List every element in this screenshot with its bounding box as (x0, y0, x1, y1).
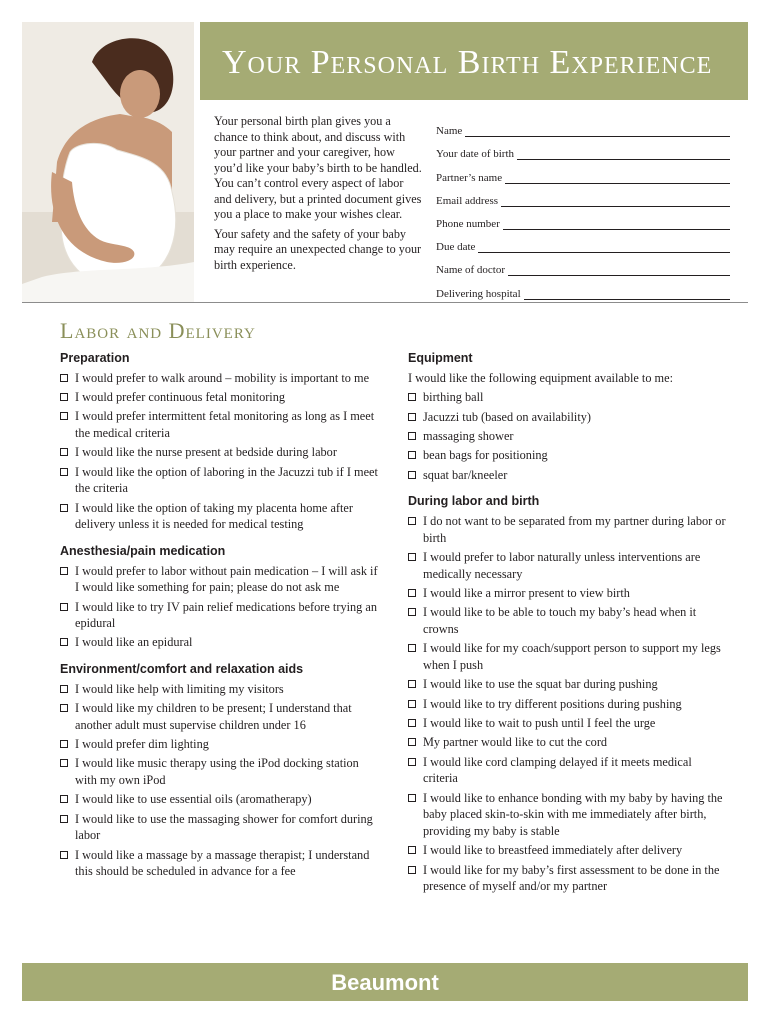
photo-illustration (22, 22, 194, 302)
field-label: Email address (436, 194, 499, 207)
checklist-item[interactable] (408, 409, 728, 426)
checkbox[interactable] (408, 866, 416, 874)
checkbox[interactable] (408, 719, 416, 727)
field-line[interactable] (508, 265, 730, 276)
checkbox[interactable] (60, 504, 68, 512)
checklist-item[interactable] (60, 811, 378, 844)
item-label: I would like music therapy using the iPod docking station with my own iPod (75, 756, 359, 788)
checkbox[interactable] (408, 644, 416, 652)
item-label: I would like an epidural (75, 635, 193, 650)
checkbox[interactable] (408, 393, 416, 401)
checklist-item[interactable] (408, 715, 728, 732)
item-label: squat bar/kneeler (423, 467, 508, 482)
intro-paragraph: Your safety and the safety of your baby may require an unexpected change to your birth experience. (214, 226, 422, 272)
email-field[interactable] (436, 184, 730, 207)
pregnant-woman-photo (22, 22, 194, 302)
checklist-item[interactable] (408, 842, 728, 859)
checklist-item[interactable] (60, 563, 378, 596)
checkbox[interactable] (60, 412, 68, 420)
checkbox[interactable] (408, 432, 416, 440)
equipment-group (408, 350, 728, 483)
item-label: I would prefer to labor without pain medication – I will ask if I would like something for pain; please do not ask me (75, 563, 378, 595)
checklist-item[interactable] (60, 599, 378, 632)
item-label: I would prefer to labor naturally unless interventions are medically necessary (423, 549, 701, 581)
checkbox[interactable] (60, 795, 68, 803)
anesthesia-group (60, 543, 378, 651)
right-column (408, 350, 728, 905)
checklist-item[interactable] (60, 634, 378, 651)
field-line[interactable] (501, 196, 730, 207)
delivering-hospital-field[interactable] (436, 276, 730, 299)
checkbox[interactable] (408, 451, 416, 459)
group-title: Preparation (60, 351, 130, 365)
checkbox[interactable] (408, 846, 416, 854)
item-label: I would like to use the massaging shower for comfort during labor (75, 811, 373, 843)
item-label: I would like a mirror present to view birth (423, 585, 630, 600)
field-label: Partner’s name (436, 171, 503, 184)
item-label: I would prefer to walk around – mobility is important to me (75, 370, 370, 385)
checklist-item[interactable] (408, 585, 728, 602)
checklist-item[interactable] (408, 676, 728, 693)
item-label: I would like to enhance bonding with my baby by having the baby placed skin-to-skin with me immediately after birth, providing my baby is stable (423, 790, 723, 838)
item-label: I do not want to be separated from my partner during labor or birth (423, 513, 726, 545)
labor-birth-group (408, 493, 728, 895)
field-line[interactable] (505, 173, 730, 184)
checkbox[interactable] (60, 448, 68, 456)
checkbox[interactable] (408, 517, 416, 525)
intro-text (214, 114, 424, 277)
preparation-group (60, 350, 378, 533)
page-title: Your Personal Birth Experience (222, 44, 713, 81)
checkbox[interactable] (60, 374, 68, 382)
item-label: bean bags for positioning (423, 448, 548, 463)
checklist-item[interactable] (60, 444, 378, 461)
checkbox[interactable] (408, 700, 416, 708)
field-label: Phone number (436, 217, 500, 230)
section-title: Labor and Delivery (60, 318, 256, 343)
field-label: Due date (436, 241, 476, 254)
field-line[interactable] (524, 289, 730, 300)
checklist-item[interactable] (60, 408, 378, 441)
checkbox[interactable] (408, 589, 416, 597)
item-label: I would like for my coach/support person to support my legs when I push (423, 641, 721, 672)
item-label: I would like a massage by a massage therapist; I understand this should be scheduled in advance for a fee (75, 847, 370, 879)
checklist-item[interactable] (60, 700, 378, 733)
item-label: I would like to be able to touch my baby’s head when it crowns (423, 605, 697, 636)
field-line[interactable] (517, 149, 730, 160)
checklist-item[interactable] (408, 604, 728, 637)
checklist-item[interactable] (60, 736, 378, 753)
item-label: I would like to breastfeed immediately after delivery (423, 843, 683, 858)
equipment-intro: I would like the following equipment available to me: (408, 370, 674, 385)
field-label: Name (436, 125, 463, 138)
checklist-item[interactable] (408, 549, 728, 582)
brand-logo: Beaumont (331, 970, 439, 995)
checkbox[interactable] (408, 794, 416, 802)
checkbox[interactable] (60, 638, 68, 646)
checklist-item[interactable] (60, 389, 378, 406)
checkbox[interactable] (60, 759, 68, 767)
checklist-item[interactable] (60, 791, 378, 808)
checkbox[interactable] (408, 758, 416, 766)
checklist-item[interactable] (408, 389, 728, 406)
checkbox[interactable] (60, 851, 68, 859)
item-label: I would like the option of taking my placenta home after delivery unless it is needed for medical testing (75, 500, 353, 532)
item-label: Jacuzzi tub (based on availability) (423, 409, 591, 424)
field-line[interactable] (478, 242, 730, 253)
checklist-item[interactable] (408, 447, 728, 464)
name-field[interactable] (436, 114, 730, 137)
checklist-item[interactable] (408, 790, 728, 840)
checkbox[interactable] (60, 567, 68, 575)
phone-field[interactable] (436, 207, 730, 230)
item-label: I would like my children to be present; I understand that another adult must supervise children under 16 (75, 701, 352, 732)
item-label: I would like to try different positions during pushing (423, 696, 682, 711)
field-label: Delivering hospital (436, 287, 521, 300)
checkbox[interactable] (60, 393, 68, 401)
item-label: I would like the option of laboring in the Jacuzzi tub if I meet the criteria (75, 464, 378, 496)
intro-paragraph: Your personal birth plan gives you a chance to think about, and discuss with your partner and your caregiver, how you’d like your baby’s birth to be handled. You can’t control every aspect of labor and delivery, but a printed document gives you a place to make your wishes clear. (214, 114, 422, 221)
checklist-item[interactable] (60, 500, 378, 533)
item-label: I would like to use the squat bar during pushing (423, 677, 658, 692)
checkbox[interactable] (60, 704, 68, 712)
checkbox[interactable] (60, 815, 68, 823)
group-title: Anesthesia/pain medication (60, 543, 226, 558)
due-date-field[interactable] (436, 230, 730, 253)
checkbox[interactable] (408, 738, 416, 746)
checklist-item[interactable] (60, 464, 378, 497)
checkbox[interactable] (408, 608, 416, 616)
checkbox[interactable] (408, 553, 416, 561)
item-label: I would like the nurse present at bedside during labor (75, 445, 337, 460)
group-title: During labor and birth (408, 494, 540, 509)
checklist-item[interactable] (60, 370, 378, 387)
checklist-item[interactable] (60, 847, 378, 880)
footer-banner (22, 963, 748, 1001)
item-label: I would prefer dim lighting (75, 737, 209, 752)
left-column (60, 350, 378, 890)
checklist-item[interactable] (408, 467, 728, 484)
item-label: My partner would like to cut the cord (423, 735, 608, 750)
field-line[interactable] (503, 219, 730, 230)
checklist-item[interactable] (60, 755, 378, 788)
item-label: I would like to try IV pain relief medications before trying an epidural (75, 599, 377, 631)
checklist-item[interactable] (60, 681, 378, 698)
environment-group (60, 661, 378, 880)
checkbox[interactable] (60, 740, 68, 748)
header-divider (22, 302, 748, 303)
checklist-item[interactable] (408, 696, 728, 713)
checkbox[interactable] (60, 603, 68, 611)
field-label: Name of doctor (436, 264, 506, 277)
item-label: I would like to use essential oils (aromatherapy) (75, 792, 312, 807)
item-label: I would prefer intermittent fetal monitoring as long as I meet the medical criteria (75, 409, 375, 440)
item-label: I would like help with limiting my visitors (75, 681, 284, 696)
partner-name-field[interactable] (436, 160, 730, 183)
field-line[interactable] (465, 126, 730, 137)
checklist-item[interactable] (408, 754, 728, 787)
group-title: Environment/comfort and relaxation aids (60, 662, 304, 677)
checkbox[interactable] (408, 471, 416, 479)
date-of-birth-field[interactable] (436, 137, 730, 160)
item-label: I would like for my baby’s first assessment to be done in the presence of myself and/or my partner (423, 862, 720, 894)
checklist-item[interactable] (408, 428, 728, 445)
checklist-item[interactable] (408, 640, 728, 673)
item-label: I would prefer continuous fetal monitoring (75, 389, 286, 404)
checklist-item[interactable] (408, 862, 728, 895)
title-banner (200, 22, 748, 100)
checklist-item[interactable] (408, 513, 728, 546)
checklist-item[interactable] (408, 734, 728, 751)
personal-info-form (436, 114, 730, 300)
item-label: massaging shower (423, 428, 514, 443)
group-title: Equipment (408, 351, 473, 365)
item-label: I would like cord clamping delayed if it meets medical criteria (423, 754, 692, 786)
field-label: Your date of birth (436, 148, 515, 161)
checkbox[interactable] (408, 413, 416, 421)
checkbox[interactable] (60, 468, 68, 476)
checkbox[interactable] (408, 680, 416, 688)
item-label: birthing ball (423, 390, 484, 405)
doctor-name-field[interactable] (436, 253, 730, 276)
checkbox[interactable] (60, 685, 68, 693)
item-label: I would like to wait to push until I feel the urge (423, 716, 656, 731)
